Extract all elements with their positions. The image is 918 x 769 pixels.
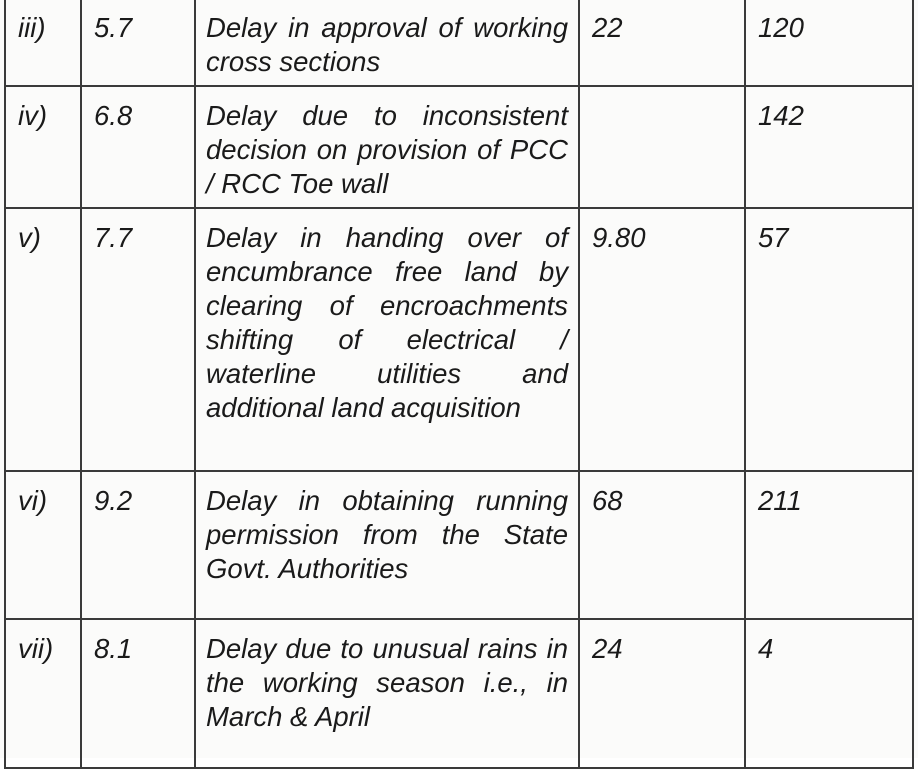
table-row [5,471,913,619]
value-a: 24 [592,633,623,664]
reference-cell [81,86,195,208]
table-row [5,619,913,768]
serial-cell [5,86,81,208]
reference-cell [81,208,195,471]
value-b: 4 [758,633,774,664]
serial-number: iv) [18,100,48,131]
value-b: 120 [758,12,804,43]
value-b: 57 [758,222,789,253]
serial-cell [5,208,81,471]
table-row [5,86,913,208]
value-b: 211 [758,485,802,516]
value-a-cell [579,0,745,86]
value-a: 9.80 [592,222,646,253]
reference-number: 9.2 [94,485,133,516]
value-a [580,87,744,105]
delay-description: Delay in approval of working cross sections [206,12,568,77]
value-a-cell [579,619,745,768]
value-b-cell [745,471,913,619]
reference-number: 7.7 [94,222,133,253]
reference-cell [81,619,195,768]
value-b: 142 [758,100,804,131]
value-a-cell [579,208,745,471]
reference-cell [81,0,195,86]
reference-cell [81,471,195,619]
table-row [5,0,913,86]
value-a: 68 [592,485,623,516]
serial-cell [5,471,81,619]
serial-number: vi) [18,485,48,516]
delay-description: Delay in obtaining running permission from the State Govt. Authorities [206,485,568,584]
value-a-cell [579,471,745,619]
description-cell [195,619,579,768]
serial-cell [5,619,81,768]
value-a: 22 [592,12,623,43]
reference-number: 6.8 [94,100,133,131]
serial-number: vii) [18,633,54,664]
delay-description: Delay in handing over of encumbrance free land by clearing of encroachments shifting of electrical / waterline utilities and additional land acquisition [206,222,568,423]
description-cell [195,208,579,471]
reference-number: 5.7 [94,12,133,43]
delay-claims-table [4,0,914,769]
value-b-cell [745,0,913,86]
table-row [5,208,913,471]
value-b-cell [745,86,913,208]
value-b-cell [745,619,913,768]
description-cell [195,86,579,208]
value-a-cell [579,86,745,208]
delay-description: Delay due to unusual rains in the working season i.e., in March & April [206,633,568,732]
serial-cell [5,0,81,86]
description-cell [195,471,579,619]
serial-number: iii) [18,12,46,43]
description-cell [195,0,579,86]
serial-number: v) [18,222,41,253]
value-b-cell [745,208,913,471]
delay-description: Delay due to inconsistent decision on provision of PCC / RCC Toe wall [206,100,568,199]
reference-number: 8.1 [94,633,133,664]
